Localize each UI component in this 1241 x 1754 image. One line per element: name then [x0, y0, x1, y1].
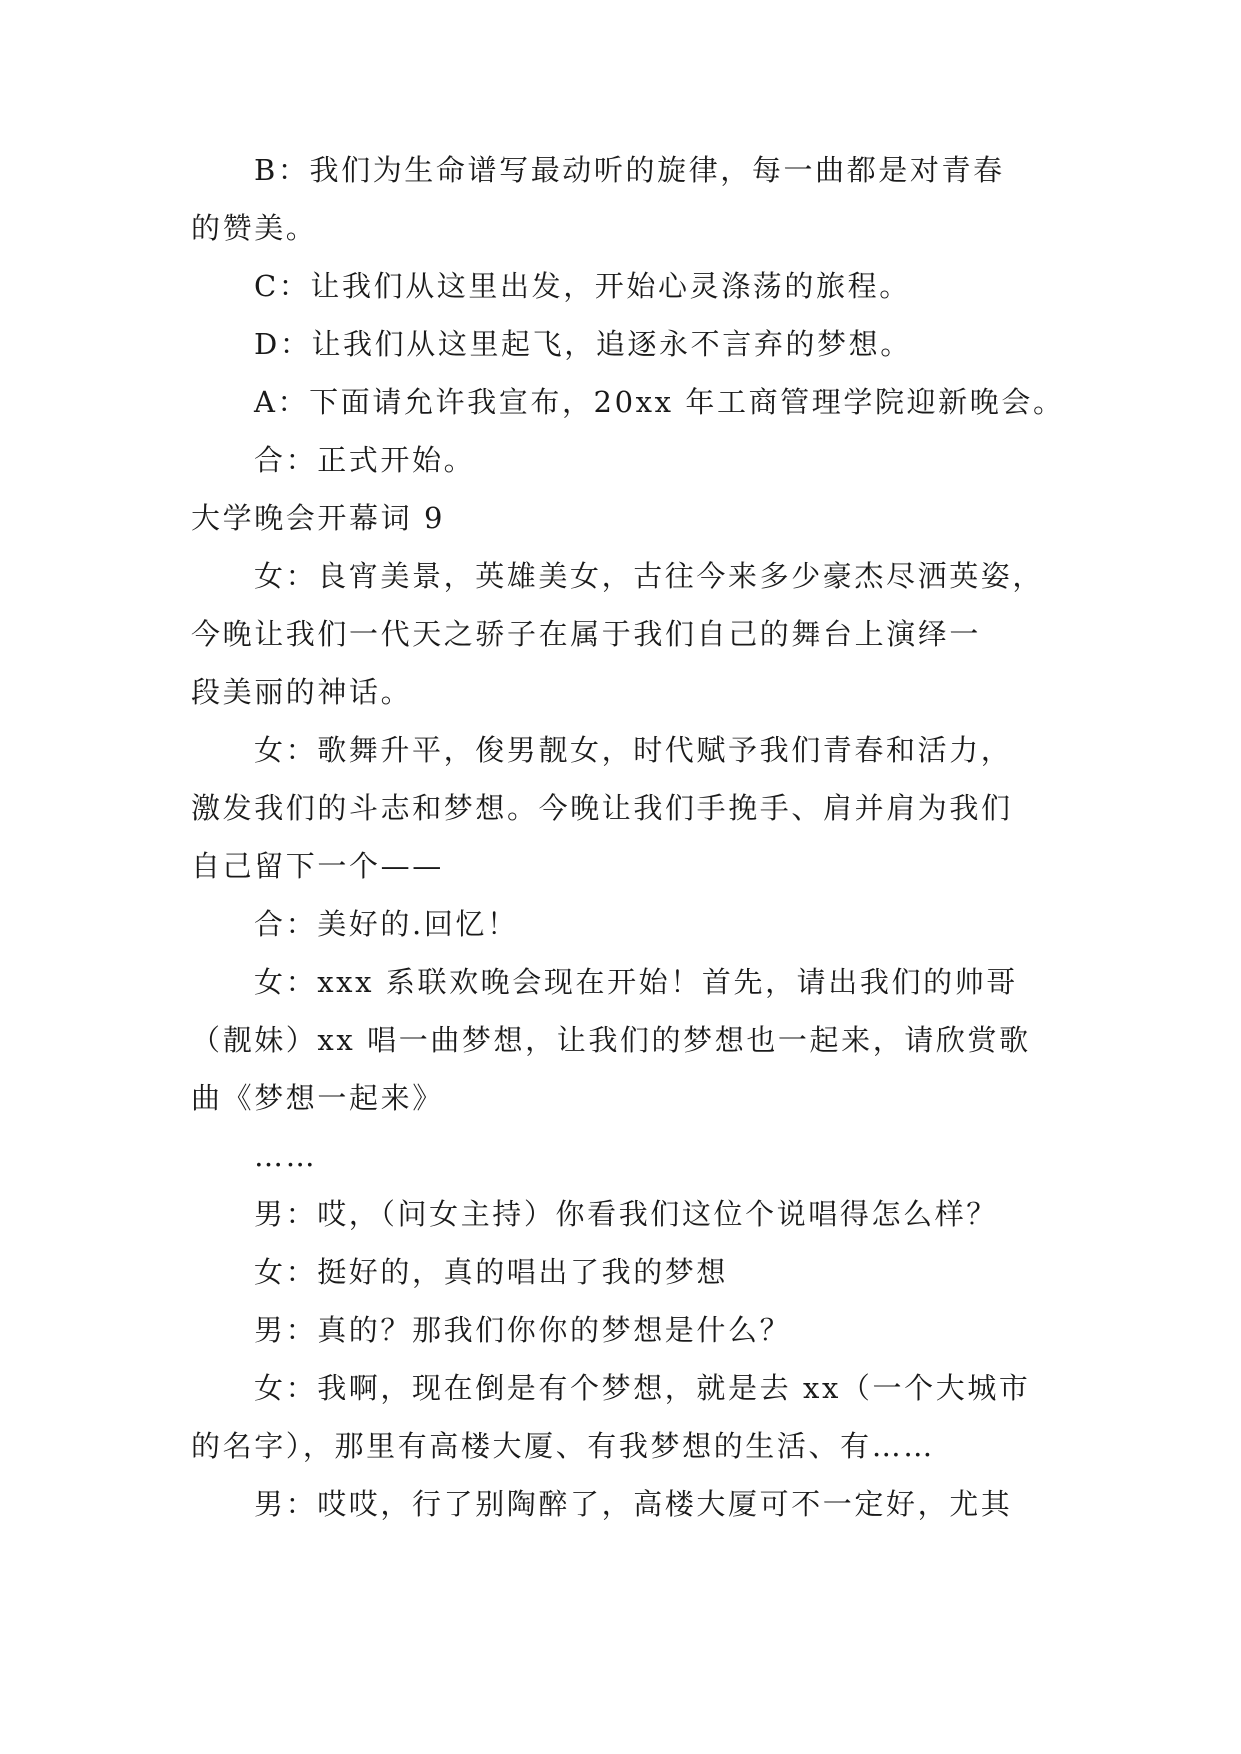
- paragraph-line: 自己留下一个——: [191, 849, 444, 883]
- paragraph-line: 男：哎哎，行了别陶醉了，高楼大厦可不一定好，尤其: [254, 1487, 1013, 1521]
- paragraph-line: 合：美好的.回忆！: [254, 907, 519, 941]
- paragraph-line: 女：良宵美景，英雄美女，古往今来多少豪杰尽洒英姿，: [254, 559, 1045, 593]
- paragraph-line: 男：哎，（问女主持）你看我们这位个说唱得怎么样？: [254, 1197, 998, 1231]
- paragraph-line: B：我们为生命谱写最动听的旋律，每一曲都是对青春: [254, 153, 1005, 187]
- paragraph-line: 激发我们的斗志和梦想。今晚让我们手挽手、肩并肩为我们: [191, 791, 1013, 825]
- paragraph-line: 男：真的？那我们你你的梦想是什么？: [254, 1313, 792, 1347]
- paragraph-line: 今晚让我们一代天之骄子在属于我们自己的舞台上演绎一: [191, 617, 982, 651]
- paragraph-line: 段美丽的神话。: [191, 675, 413, 709]
- paragraph-line: 的赞美。: [191, 211, 318, 245]
- paragraph-line: C：让我们从这里出发，开始心灵涤荡的旅程。: [254, 269, 911, 303]
- paragraph-line: 曲《梦想一起来》: [191, 1081, 444, 1115]
- section-heading: 大学晚会开幕词 9: [191, 501, 446, 535]
- paragraph-line: 女：xxx 系联欢晚会现在开始！首先，请出我们的帅哥: [254, 965, 1018, 999]
- paragraph-line: D：让我们从这里起飞，追逐永不言弃的梦想。: [254, 327, 912, 361]
- paragraph-line: 女：挺好的，真的唱出了我的梦想: [254, 1255, 729, 1289]
- paragraph-line: A：下面请允许我宣布，20xx 年工商管理学院迎新晚会。: [254, 385, 1065, 419]
- paragraph-line: （靓妹）xx 唱一曲梦想，让我们的梦想也一起来，请欣赏歌: [191, 1023, 1031, 1057]
- paragraph-line: 合：正式开始。: [254, 443, 476, 477]
- paragraph-line: 女：歌舞升平，俊男靓女，时代赋予我们青春和活力，: [254, 733, 1013, 767]
- paragraph-line: ……: [254, 1139, 318, 1173]
- paragraph-line: 的名字），那里有高楼大厦、有我梦想的生活、有……: [191, 1429, 935, 1463]
- paragraph-line: 女：我啊，现在倒是有个梦想，就是去 xx（一个大城市: [254, 1371, 1031, 1405]
